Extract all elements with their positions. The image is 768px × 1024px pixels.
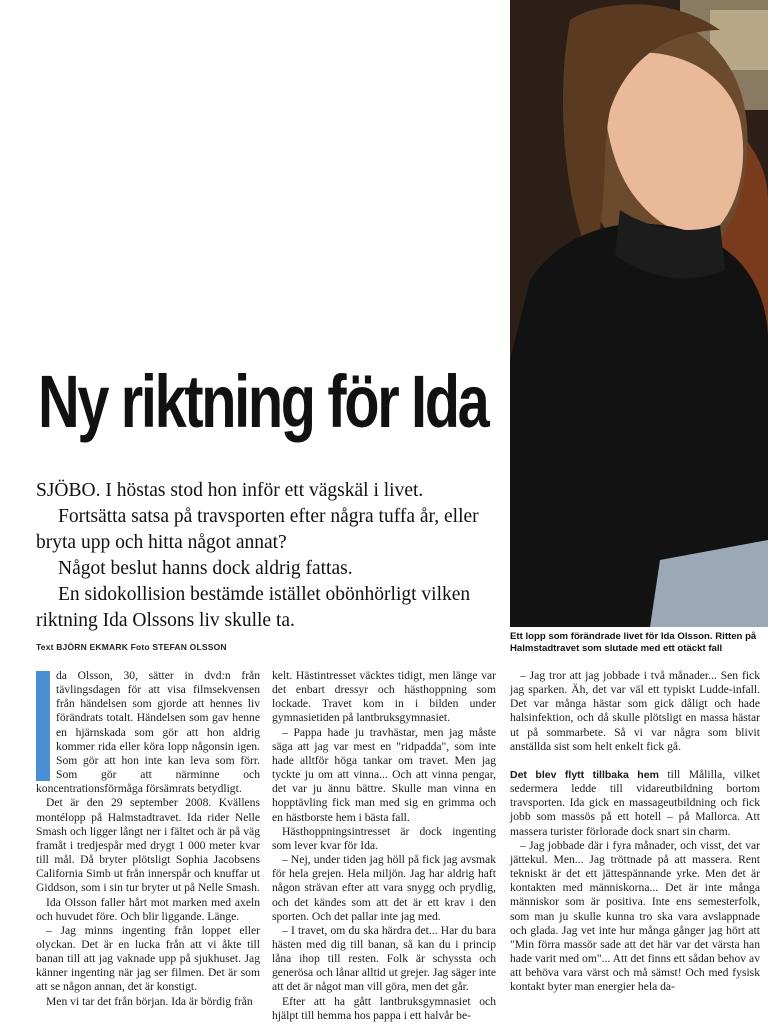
drop-cap-bar <box>36 671 50 781</box>
subheading: Det blev flytt tillbaka hem <box>510 768 659 781</box>
paragraph: da Olsson, 30, sätter in dvd:n från tävlingsdagen för att visa filmsekvensen från händelsen som gjorde att hennes liv förändrats totalt. Händelsen som gav henne en hjärnskada som gör att hon aldrig kommer rida eller köra lopp någonsin igen. Som gör att hon inte kan leva som förr. Som gör att närminne och koncentrationsförmåga försämrats betydligt. <box>36 669 260 796</box>
paragraph-with-subhead <box>510 768 760 839</box>
body-column-2 <box>272 669 496 1024</box>
paragraph: – Jag jobbade där i fyra månader, och visst, det var jättekul. Men... Jag tröttnade på att massera. Rent tekniskt är det ett jättespännande yrke. Men det är kontakten med människorna... Det är inte många människor som är positiva. Inte ens semesterfolk, som man ju skulle kunna tro ska vara avslappnade och glada. Jag vet inte hur många gånger jag hört att "Min förra massör sade att det här var det värsta han hade varit med om"... Att det finns ett sådan behov av att behöva vara värst och må sämst! Och med fysisk kontakt byter man energier hela da- <box>510 838 760 994</box>
paragraph-text: till Målilla, vilket sedermera ledde till vidareutbildning bortom travsporten. Ida gick en massageutbildning och fick jobb som massös på ett hotell – på Mallorca. Att massera turister förlorade dock snart sin charm. <box>510 767 760 838</box>
article-photo <box>510 0 768 627</box>
paragraph: Ida Olsson faller hårt mot marken med axeln och huvudet före. Och blir liggande. Länge. <box>36 895 260 923</box>
spacer <box>510 754 760 768</box>
headline: Ny riktning för Ida <box>38 360 488 443</box>
caption-text: Ett lopp som förändrade livet för Ida Olsson. Ritten på Halmstadtravet som slutade med ett otäckt fall <box>510 631 757 654</box>
ingress-line-1: SJÖBO. I höstas stod hon inför ett vägskäl i livet. <box>36 480 424 501</box>
photo-caption <box>510 631 768 654</box>
paragraph: – I travet, om du ska härdra det... Har du bara hästen med dig till banan, så kan du i princip låna ihop till resten. Folk är schyssta och generösa och lånar alltid ut grejer. Jag säger inte att det är något man vill göra, men det går. <box>272 923 496 994</box>
byline: Text BJÖRN EKMARK Foto STEFAN OLSSON <box>36 642 227 652</box>
woman-portrait-illustration <box>510 0 768 627</box>
body-column-3 <box>510 669 760 1024</box>
body-column-1 <box>36 669 260 1024</box>
ingress-line-2: Fortsätta satsa på travsporten efter några tuffa år, eller bryta upp och hitta något annat? <box>36 506 479 553</box>
paragraph: – Nej, under tiden jag höll på fick jag avsmak för hela grejen. Hela miljön. Jag har aldrig haft någon strävan efter att vara snygg och prydlig, och det kändes som att det är ett krav i den sporten. Och det pallar inte jag med. <box>272 853 496 923</box>
paragraph: – Jag minns ingenting från loppet eller olyckan. Det är en lucka från att vi åkte till banan till att jag vaknade upp på sjukhuset. Jag känner ingenting när jag ser filmen. Det är som att se någon annan, det är konstigt. <box>36 923 260 994</box>
paragraph: – Pappa hade ju travhästar, men jag måste säga att jag var mest en "ridpadda", som inte hade alltför höga tankar om travet. Men jag tyckte ju om att vinna... Och att vinna pengar, det var ju ännu bättre. Skulle man vinna en hopptävling fick man med sig en grimma och en hästborste hem i bästa fall. <box>272 725 496 824</box>
paragraph: Men vi tar det från början. Ida är bördig från <box>46 994 253 1008</box>
paragraph: Det är den 29 september 2008. Kvällens montélopp på Halmstadtravet. Ida rider Nelle Smash och ligger långt ner i fältet och är på väg framåt i tredjespår med drygt 1 000 meter kvar till mål. Då bryter plötsligt Sophia Jacobsens California Simb ut från innerspår och knuffar ut Giddson, som i sin tur bryter ut på Nelle Smash. <box>36 796 260 895</box>
paragraph: Efter att ha gått lantbruksgymnasiet och hjälpt till hemma hos pappa i ett halvår be- <box>272 994 496 1022</box>
paragraph: – Jag tror att jag jobbade i två månader... Sen fick jag sparken. Äh, det var väl ett typiskt Ludde-infall. Det var många hästar som gick dåligt och hade halsinfektion, och då skulle plötsligt en massa hästar ut på sommarbete. Så vi var några som blivit anställda sist som helt enkelt fick gå. <box>510 669 760 753</box>
ingress-line-4: En sidokollision bestämde istället obönhörligt vilken riktning Ida Olssons liv skulle ta. <box>36 584 471 631</box>
ingress-line-3: Något beslut hanns dock aldrig fattas. <box>58 558 353 579</box>
paragraph: kelt. Hästintresset väcktes tidigt, men länge var det enbart dressyr och hästhoppning som lockade. Travet kom in i bilden under gymnasietiden på lantbruksgymnasiet. <box>272 669 496 725</box>
paragraph: Hästhoppningsintresset är dock ingenting som lever kvar för Ida. <box>272 824 496 852</box>
ingress <box>36 478 506 634</box>
